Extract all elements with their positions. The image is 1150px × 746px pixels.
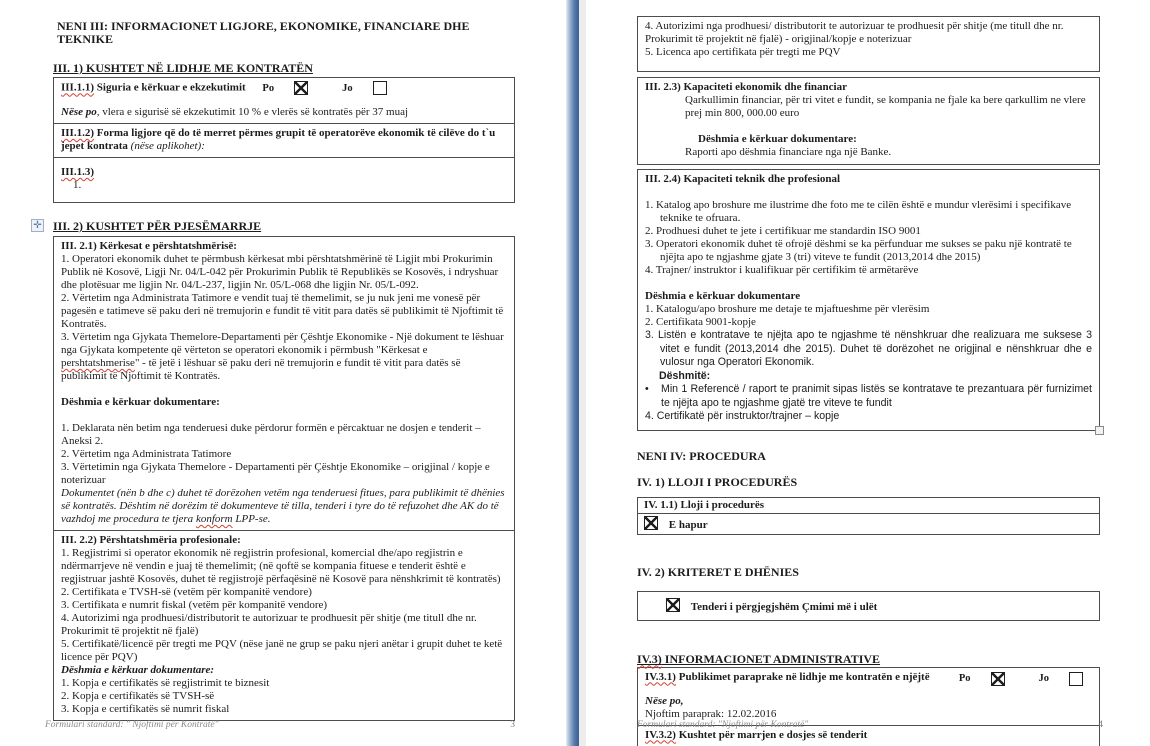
box-iii-2-3 [637,77,1100,165]
iii-2-4-item1: 1. Katalog apo broshure me ilustrime dhe foto me te cilën është e mundur vlerësimi i specifikave teknike te ofruara. [645,199,1072,224]
row-iii-1-1 [54,78,514,123]
neni-iii-heading: NENI III: INFORMACIONET LIGJORE, EKONOMIKE, FINANCIARE DHE TEKNIKE [57,19,470,46]
iv-3-number: IV.3) [637,651,662,666]
section-iii-2-2 [54,530,514,720]
bullet-marker: • [645,383,649,395]
e-hapur-label: E hapur [668,518,708,531]
row-iii-1-3 [54,163,514,202]
section-iv-2-title: IV. 2) KRITERET E DHËNIES [637,564,799,579]
iv-3-1-label: Publikimet paraprake në lidhje me kontratën e njëjtë [675,670,930,683]
table-iii-2 [53,236,515,721]
iii-2-4-bullet [645,383,1092,410]
section-iv-3-title [637,653,1100,666]
iii-2-1-title: III. 2.1) Kërkesat e përshtatshmërisë: [61,240,237,252]
iii-2-2-ev3: 3. Kopja e certifikatës së numrit fiskal [61,703,230,715]
iv-1-1-option-row [638,514,1099,534]
iii-2-4-ev3: 3. Listën e kontratave te njëjta apo te ngjashme të nënshkruar dhe realizuara me suksese 3 vitet e fundit (2013,2014 dhe 2015). Duhet të dorëzohet ne origjinal e nënshkruar dhe e vulosur nga Operatori Ekonomik. [645,329,1092,368]
iii-2-2-item3: 3. Certifikata e numrit fiskal (vetëm për kompanitë vendore) [61,599,328,611]
window-splitter[interactable] [566,0,579,746]
row-iii-1-1-number: III.1.1) [61,81,95,94]
section-iii-2-title: III. 2) KUSHTET PËR PJESËMARRJE [53,219,262,233]
iii-2-3-body: Qarkullimin financiar, për tri vitet e fundit, se kompania ne fjale ka bere qarkullim ne vlere prej min 800, 000.00 euro [685,94,1086,119]
jo-label: Jo [342,82,353,94]
table-iv-1-1 [637,497,1100,535]
iii-2-1-evidence-title: Dëshmia e kërkuar dokumentare: [61,396,220,408]
row-iii-1-3-item: 1. [73,179,82,191]
po-jo-group [262,81,386,95]
row-iii-1-1-label: Siguria e kërkuar e ekzekutimit [94,81,246,94]
iii-2-2-ev1: 1. Kopja e certifikatës së regjistrimit te biznesit [61,677,270,689]
table-move-handle-icon[interactable]: ✛ [31,219,44,232]
iv-3-1-jo-checkbox[interactable] [1069,672,1083,686]
po-label: Po [262,82,275,94]
iii-2-1-note-b: LPP-se. [232,513,271,525]
iii-2-1-para1: 1. Operatori ekonomik duhet te përmbush kërkesat mbi përshtatshmërinë të Ligjit mbi Prokurimin Publik në Kosovë, Ligji Nr. 04/L-042 për Prokurimin Publik të Republikës se Kosovës, i ndryshuar dhe plotësuar me ligjin Nr. 04/L-237, ligjin Nr. 05/L-068 dhe ligjin Nr. 05/L-092. [61,253,499,291]
page-margin-strip [579,0,586,746]
iii-2-1-para3 [61,331,507,383]
row-iv-3-1 [638,668,1099,725]
row-iii-1-2-italic: (nëse aplikohet): [130,140,205,152]
iii-2-1-note [61,487,507,526]
po-checkbox[interactable] [294,81,308,95]
iv-3-1-jo-label: Jo [1038,673,1049,684]
iii-2-4-item3: 3. Operatori ekonomik duhet të ofrojë dëshmi se ka përfunduar me sukses se paku një kontratë te njëjta apo te ngjashme gjate 3 (tri) viteve te fundit (2013,2014 dhe 2015) [645,238,1072,263]
iii-2-1-para3-a: 3. Vërtetim nga Gjykata Themelore-Departamenti për Çështje Ekonomike - Një dokument te lëshuar nga Gjykata kompetente që vërteton se operatori ekonomik i përmbush "Kërkesat e [61,331,504,356]
box-iii-2-4 [637,169,1100,431]
iv-3-1-po-label: Po [958,673,971,684]
table-iii-1 [53,77,515,203]
section-iv-1-title: IV. 1) LLOJI I PROCEDURËS [637,474,798,489]
row-iii-1-3-number: III.1.3) [61,166,95,178]
page-3 [0,0,566,746]
iii-2-1-note-a: Dokumentet (nën b dhe c) duhet të dorëzohen vetëm nga tenderuesi fitues, para publikimit të dhënies së kontratës. Dështim në dorëzim të dokumenteve të tilla, tenderi i tyre do të refuzohet dhe AK do të vazhdoj me procedura te tjera [61,487,505,525]
iii-2-1-para3-misspelled: pershtatshmerise [61,357,135,369]
iii-2-4-ev2: 2. Certifikata 9001-kopje [645,316,756,328]
iv-3-1-po-jo-group [959,672,1083,686]
iii-2-2-ev2: 2. Kopja e certifikatës së TVSH-së [61,690,215,702]
iv-3-2-number: IV.3.2) [645,728,676,741]
iii-2-1-ev1: 1. Deklarata nën betim nga tenderuesi duke përdorur formën e përcaktuar ne dosjen e tenderit – Aneksi 2. [61,422,481,447]
page-4 [586,0,1150,746]
iii-2-4-item4: 4. Trajner/ instruktor i kualifikuar për certifikim të armëtarëve [645,264,919,276]
award-criteria-checkbox[interactable] [666,598,680,612]
iv-3-text: INFORMACIONET ADMINISTRATIVE [661,651,881,666]
iii-2-1-ev2: 2. Vërtetim nga Administrata Tatimore [61,448,232,460]
iii-2-4-ev4: 4. Certifikatë për instruktor/trajner – kopje [645,410,840,422]
section-iii-1-title: III. 1) KUSHTET NË LIDHJE ME KONTRATËN [53,61,313,75]
carryover-item4: 4. Autorizimi nga prodhuesi/ distributorit te autorizuar te prodhuesit për shitje (me titull dhe nr. Prokurimit të projektit në fjalë) - origjinal/kopje e noterizuar [645,20,1064,45]
iv-3-1-nese-po: Nëse po, [645,694,684,707]
iii-2-3-evidence-title: Dëshmia e kërkuar dokumentare: [698,133,857,145]
footer-text: Formulari standard: " Njoftimi për Kontratë" [45,720,219,730]
box-iv-2 [637,591,1100,621]
iv-3-1-po-checkbox[interactable] [991,672,1005,686]
jo-checkbox[interactable] [373,81,387,95]
e-hapur-checkbox[interactable] [644,516,658,530]
iii-2-4-ev1: 1. Katalogu/apo broshure me detaje te mjaftueshme për vlerësim [645,303,930,315]
iii-2-3-evidence-body: Raporti apo dëshmia financiare nga një Banke. [685,146,892,158]
carryover-box [637,16,1100,72]
footer-page-4 [637,719,1103,732]
nese-po-lead: Nëse po [61,106,97,118]
table-iv-3 [637,667,1100,746]
iii-2-2-item2: 2. Certifikata e TVSH-së (vetëm për kompanitë vendore) [61,586,312,598]
row-iii-1-2-label: Forma ligjore që do të merret përmes grupit të operatorëve ekonomik të cilëve do t`u jepet kontrata [61,127,496,152]
iii-2-2-item1: 1. Regjistrimi si operator ekonomik në regjistrin profesional, komercial dhe/apo regjistrin e ndërmarrjeve në vendin e juaj të themelimit; (në qoftë se kompania fituese e tenderit është e regjistruar jashtë Kosovës, duhet të regjistrojë përfaqësinë në Kosovë para nënshkrimit të kontratës) [61,547,501,585]
iii-2-2-evidence-title: Dëshmia e kërkuar dokumentare: [61,664,215,676]
iv-3-1-detail: Njoftim paraprak: 12.02.2016 [645,707,777,720]
footer-page-3 [45,719,515,732]
iii-2-4-evidence-sub-title: Dëshmitë: [659,369,711,382]
iii-2-1-para2: 2. Vërtetim nga Administrata Tatimore e vendit tuaj të themelimit, se ju nuk jeni me vonesë për pagesën e tatimeve së paku deri në tremujorin e fundit të vitit para datës së publikimit të Njoftimit të Kontratës. [61,292,504,330]
table-resize-handle[interactable] [1095,426,1104,435]
neni-iv-heading: NENI IV: PROCEDURA [637,448,766,463]
nese-po-text: , vlera e sigurisë së ekzekutimit 10 % e vlerës së kontratës për 37 muaj [96,106,409,118]
carryover-item5: 5. Licenca apo certifikata për tregti me PQV [645,46,841,58]
iv-3-1-number: IV.3.1) [645,670,676,683]
iii-2-1-note-misspelled: konform [195,513,233,525]
iv-3-2-label: Kushtet për marrjen e dosjes së tenderit [675,728,868,741]
iii-2-3-title: III. 2.3) Kapaciteti ekonomik dhe financiar [645,81,847,93]
iii-2-1-ev3: 3. Vërtetimin nga Gjykata Themelore - Departamenti për Çështje Ekonomike – origjinal / kopje e noterizuar [61,461,490,486]
award-criteria-label: Tenderi i përgjegjshëm Çmimi më i ulët [690,600,878,613]
page-number: 3 [510,720,515,730]
row-iii-1-2-number: III.1.2) [61,127,95,139]
page-number: 4 [1098,720,1103,730]
iii-2-2-item5: 5. Certifikatë/licencë për tregti me PQV (nëse janë ne grup se paku njeri anëtar i grupit duhet te ketë licence për PQV) [61,638,503,663]
iii-2-4-item2: 2. Prodhuesi duhet te jete i certifikuar me standardin ISO 9001 [645,225,921,237]
footer-text: Formulari standard: "Njoftimi për Kontratë" [637,720,809,730]
row-iii-1-2 [54,123,514,157]
iii-2-1-para3-b: " - të jetë i lëshuar së paku deri në tremujorin e fundit të vitit para datës së publikimit të Njoftimit të Kontratës. [61,357,461,382]
section-iii-2-1 [54,237,514,530]
iii-2-2-title: III. 2.2) Përshtatshmëria profesionale: [61,534,241,546]
iii-2-2-item4: 4. Autorizimi nga prodhuesi/distributorit te autorizuar te prodhuesit për shitje (me titull dhe nr. Prokurimit të projektit në fjalë) [61,612,477,637]
section-iii-2-title-wrap [33,219,515,233]
iv-1-1-label: IV. 1.1) Lloji i procedurës [638,498,1099,514]
iii-2-4-bullet-text: Min 1 Referencë / raport te pranimit sipas listës se kontratave te prezantuara për furnizimet te njëjta apo te ngjashme gjatë tre viteve te fundit [661,383,1092,409]
iii-2-4-title: III. 2.4) Kapaciteti teknik dhe profesional [645,173,841,185]
iii-2-4-evidence-title: Dëshmia e kërkuar dokumentare [645,290,801,302]
